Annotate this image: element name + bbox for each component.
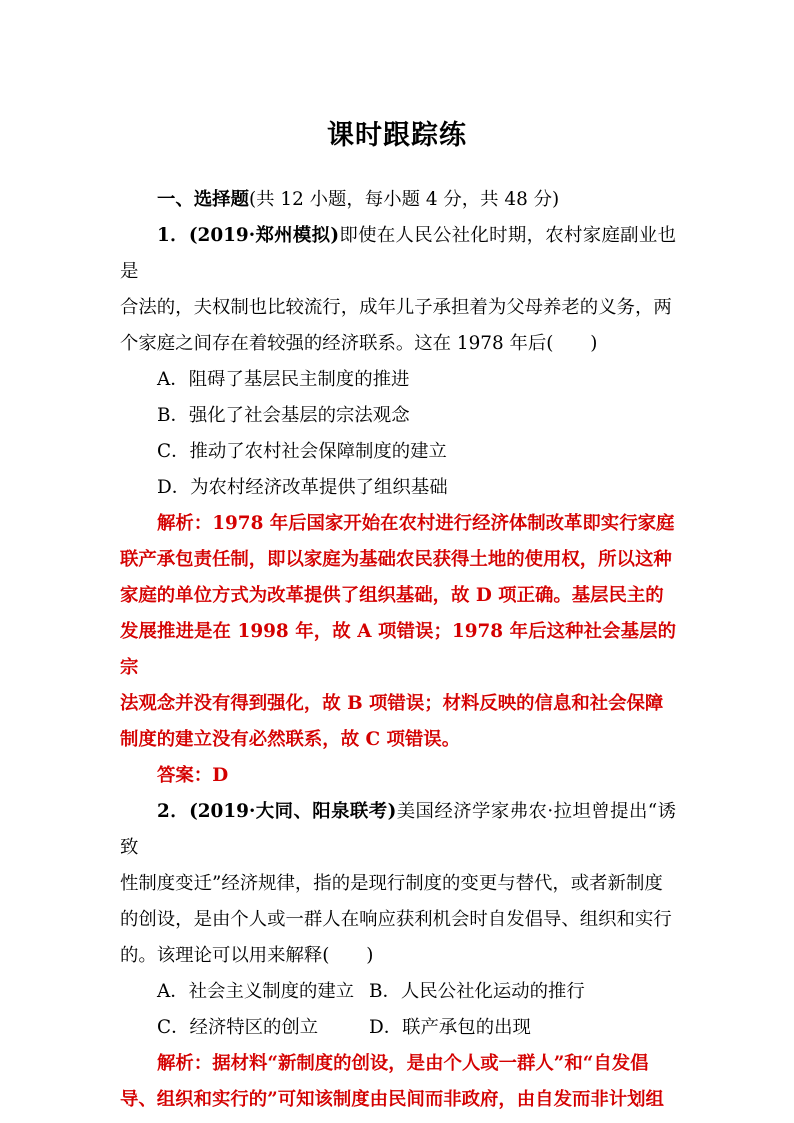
section-heading: 一、选择题 bbox=[157, 189, 249, 210]
q1-analysis-line-4: 发展推进是在 1998 年，故 A 项错误；1978 年后这种社会基层的宗 bbox=[120, 621, 676, 678]
q1-answer-label: 答案： bbox=[157, 765, 213, 786]
q2-stem-line-1 bbox=[120, 794, 676, 866]
q2-analysis-label: 解析： bbox=[157, 1053, 213, 1074]
q1-option-d: D．为农村经济改革提供了组织基础 bbox=[157, 477, 448, 498]
q2-option-a: A．社会主义制度的建立 bbox=[157, 981, 355, 1002]
section-note: (共 12 小题，每小题 4 分，共 48 分) bbox=[248, 189, 560, 210]
q2-stem-line-3: 的创设，是由个人或一群人在响应获利机会时自发倡导、组织和实行 bbox=[120, 909, 672, 930]
q1-analysis-line-5: 法观念并没有得到强化，故 B 项错误；材料反映的信息和社会保障 bbox=[120, 693, 664, 714]
q1-analysis-line-1 bbox=[120, 506, 676, 542]
q2-analysis-line-2: 导、组织和实行的”可知该制度由民间而非政府，由自发而非计划组 bbox=[120, 1089, 664, 1110]
q2-option-b: B．人民公社化运动的推行 bbox=[369, 981, 585, 1002]
q2-options-row-1 bbox=[120, 974, 676, 1010]
q1-stem-line-2: 合法的，夫权制也比较流行，成年儿子承担着为父母养老的义务，两 bbox=[120, 297, 672, 318]
q1-analysis-line-3: 家庭的单位方式为改革提供了组织基础，故 D 项正确。基层民主的 bbox=[120, 585, 664, 606]
q1-stem-text-1: 即使在人民公社化时期，农村家庭副业也是 bbox=[120, 225, 676, 282]
q1-option-a: A．阻碍了基层民主制度的推进 bbox=[157, 369, 410, 390]
q1-analysis-label: 解析： bbox=[157, 513, 213, 534]
q1-answer-line bbox=[120, 758, 676, 794]
content bbox=[120, 182, 676, 1118]
q2-stem-line-2: 性制度变迁”经济规律，指的是现行制度的变更与替代，或者新制度 bbox=[120, 873, 663, 894]
q1-analysis-line-6: 制度的建立没有必然联系，故 C 项错误。 bbox=[120, 729, 461, 750]
q1-option-b: B．强化了社会基层的宗法观念 bbox=[157, 405, 410, 426]
q2-options-row-2 bbox=[120, 1010, 676, 1046]
q2-stem-text-1: 美国经济学家弗农·拉坦曾提出“诱致 bbox=[120, 801, 677, 858]
q2-option-d: D．联产承包的出现 bbox=[369, 1017, 531, 1038]
q1-stem-line-3: 个家庭之间存在着较强的经济联系。这在 1978 年后( ) bbox=[120, 333, 598, 354]
q2-stem-line-4: 的。该理论可以用来解释( ) bbox=[120, 945, 374, 966]
q2-analysis-text-1: 据材料“新制度的创设，是由个人或一群人”和“自发倡 bbox=[212, 1053, 649, 1074]
q1-number: 1． bbox=[157, 225, 189, 246]
q2-analysis-line-1 bbox=[120, 1046, 676, 1082]
q1-option-c: C．推动了农村社会保障制度的建立 bbox=[157, 441, 447, 462]
q2-option-c: C．经济特区的创立 bbox=[157, 1017, 319, 1038]
q1-answer: D bbox=[212, 765, 229, 786]
q2-number: 2． bbox=[157, 801, 190, 822]
page-title: 课时跟踪练 bbox=[327, 120, 467, 151]
section-heading-line bbox=[120, 182, 676, 218]
q1-stem-line-1 bbox=[120, 218, 676, 290]
q1-analysis-text-1: 1978 年后国家开始在农村进行经济体制改革即实行家庭 bbox=[212, 513, 675, 534]
q2-source: (2019·大同、阳泉联考) bbox=[189, 801, 397, 822]
q1-analysis-line-2: 联产承包责任制，即以家庭为基础农民获得土地的使用权，所以这种 bbox=[120, 549, 672, 570]
q1-source: (2019·郑州模拟) bbox=[188, 225, 340, 246]
